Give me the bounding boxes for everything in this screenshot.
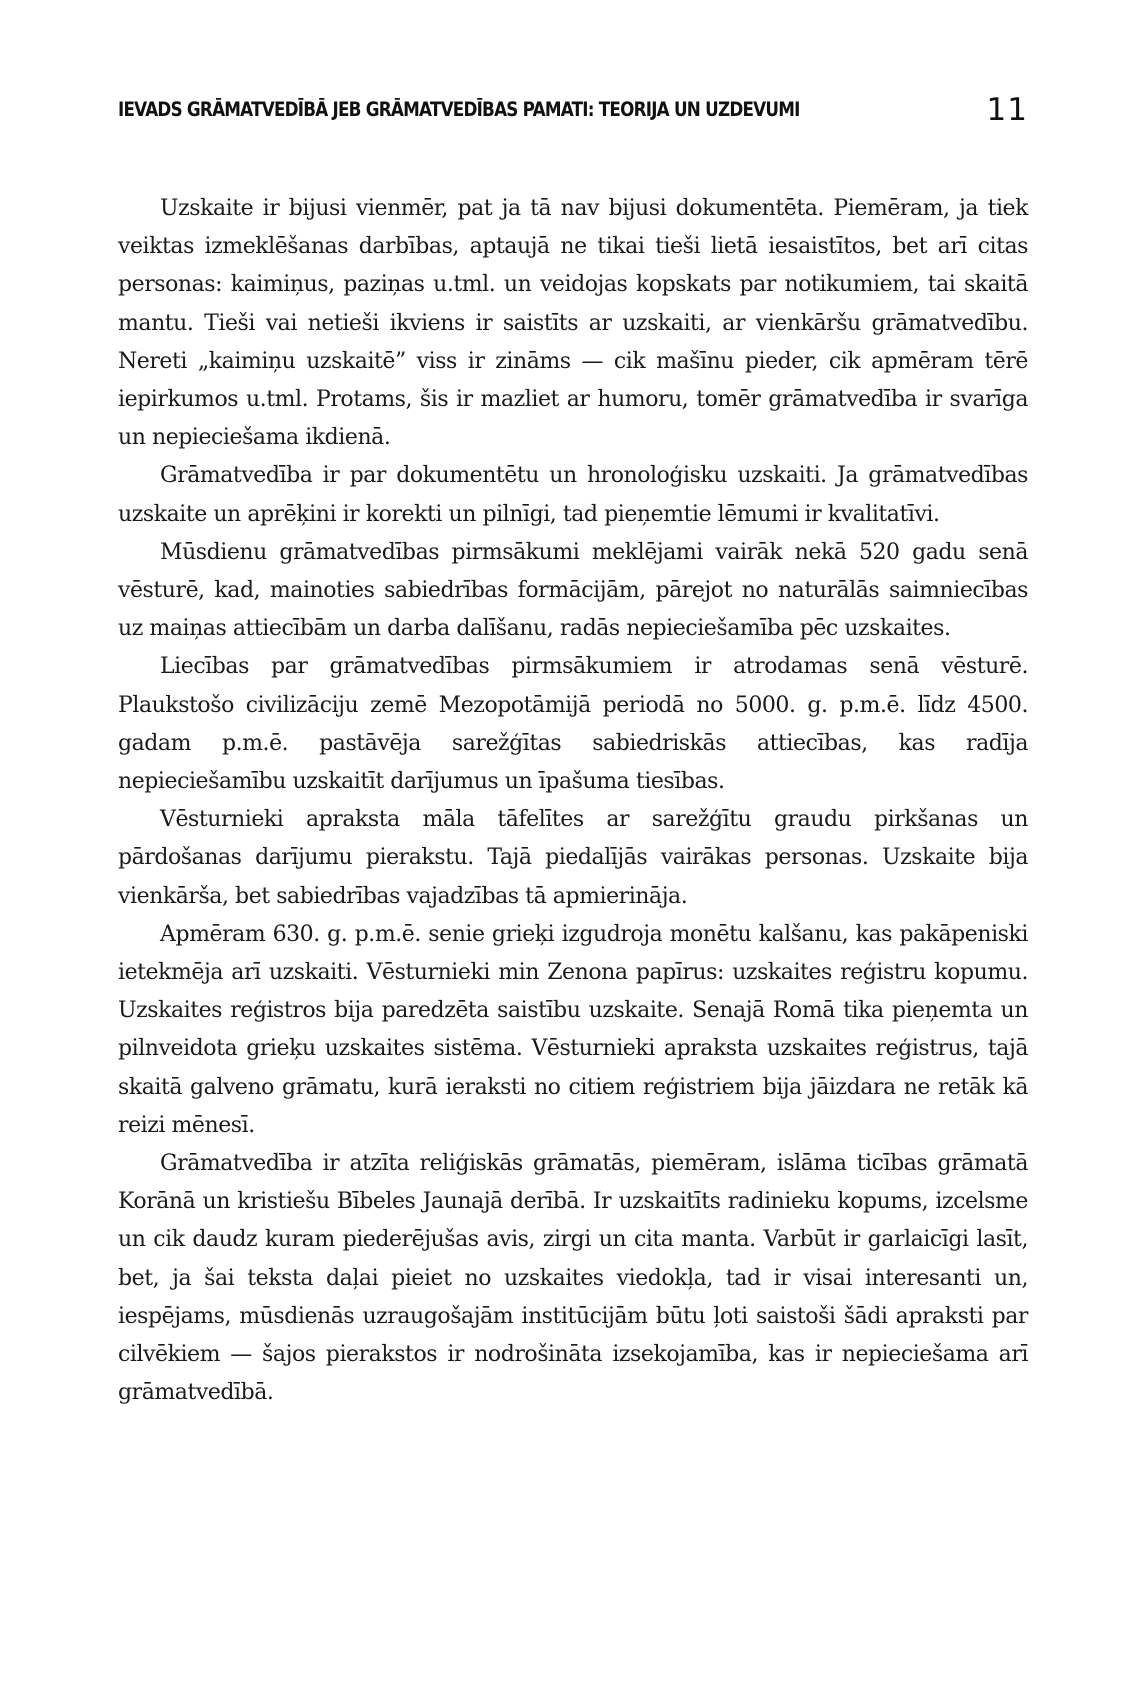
paragraph-2: Grāmatvedība ir par dokumentētu un hronoloģisku uzskaiti. Ja grāmatvedības uzskaite un aprēķini ir korekti un pilnīgi, tad pieņemtie lēmumi ir kvalitatīvi. xyxy=(118,463,1028,527)
paragraph-1: Uzskaite ir bijusi vienmēr, pat ja tā nav bijusi dokumentēta. Piemēram, ja tiek veiktas izmeklēšanas darbības, aptaujā ne tikai tieši lietā iesaistītos, bet arī citas personas: kaimiņus, paziņas u.tml. un veidojas kopskats par notikumiem, tai skaitā mantu. Tieši vai netieši ikviens ir saistīts ar uzskaiti, ar vienkāršu grāmatvedību. Nereti „kaimiņu uzskaitē” viss ir zināms — cik mašīnu pieder, cik apmēram tērē iepirkumos u.tml. Protams, šis ir mazliet ar humoru, tomēr grāmatvedība ir svarīga un nepieciešama ikdienā. xyxy=(118,196,1028,451)
paragraph-5: Vēsturnieki apraksta māla tāfelītes ar sarežģītu graudu pirkšanas un pārdošanas darījumu pierakstu. Tajā piedalījās vairākas personas. Uzskaite bija vienkārša, bet sabiedrības vajadzības tā apmierināja. xyxy=(118,807,1028,909)
paragraph-3: Mūsdienu grāmatvedības pirmsākumi meklējami vairāk nekā 520 gadu senā vēsturē, kad, mainoties sabiedrības formācijām, pārejot no naturālās saimniecības uz maiņas attiecībām un darba dalīšanu, radās nepieciešamība pēc uzskaites. xyxy=(118,539,1028,642)
paragraph-7: Grāmatvedība ir atzīta reliģiskās grāmatās, piemēram, islāma ticības grāmatā Korānā un kristiešu Bībeles Jaunajā derībā. Ir uzskaitīts radinieku kopums, izcelsme un cik daudz kuram piederējušas avis, zirgi un cita manta. Varbūt ir garlaicīgi lasīt, bet, ja šai teksta daļai pieiet no uzskaites viedokļa, tad ir visai interesanti un, iespējams, mūsdienās uzraugošajām institūcijām būtu ļoti saistoši šādi apraksti par cilvēkiem — šajos pierakstos ir nodrošināta izsekojamība, kas ir nepieciešama arī grāmatvedībā. xyxy=(118,1151,1028,1406)
paragraph-4: Liecības par grāmatvedības pirmsākumiem ir atrodamas senā vēsturē. Plaukstošo civilizāciju zemē Mezopotāmijā periodā no 5000. g. p.m.ē. līdz 4500. gadam p.m.ē. pastāvēja sarežģītas sabiedriskās attiecības, kas radīja nepieciešamību uzskaitīt darījumus un īpašuma tiesības. xyxy=(118,654,1028,795)
page-number: 11 xyxy=(986,92,1028,128)
body-text xyxy=(118,190,1028,1413)
running-header-title: IEVADS GRĀMATVEDĪBĀ JEB GRĀMATVEDĪBAS PAMATI: TEORIJA UN UZDEVUMI xyxy=(118,98,800,121)
running-header xyxy=(118,92,1028,132)
paragraph-6: Apmēram 630. g. p.m.ē. senie grieķi izgudroja monētu kalšanu, kas pakāpeniski ietekmēja arī uzskaiti. Vēsturnieki min Zenona papīrus: uzskaites reģistru kopumu. Uzskaites reģistros bija paredzēta saistību uzskaite. Senajā Romā tika pieņemta un pilnveidota grieķu uzskaites sistēma. Vēsturnieki apraksta uzskaites reģistrus, tajā skaitā galveno grāmatu, kurā ieraksti no citiem reģistriem bija jāizdara ne retāk kā reizi mēnesī. xyxy=(118,921,1028,1138)
